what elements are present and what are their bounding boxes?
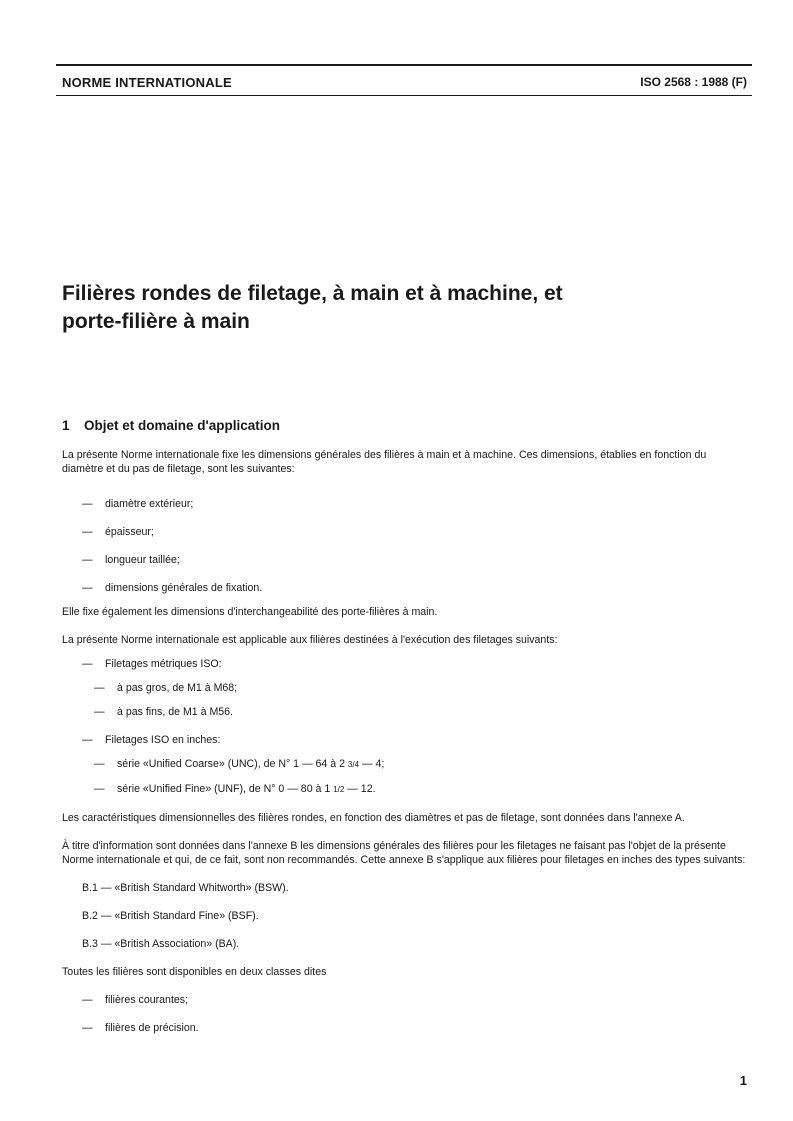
header-document-type: NORME INTERNATIONALE <box>62 75 232 90</box>
list-item: — filières de précision. <box>82 1022 199 1034</box>
annex-b-paragraph: À titre d'information sont données dans l'annexe B les dimensions générales des filières pour les filetages ne faisant pas l'objet de la présente Norme internationale et qui, de ce fait, sont non recommandés. Cette annexe B s'applique aux filières pour filetages en inches des types suivants: <box>62 840 746 866</box>
section-heading <box>62 418 280 433</box>
list-item: — série «Unified Fine» (UNF), de N° 0 — 80 à 1 1/2 — 12. <box>94 783 376 795</box>
interchange-paragraph: Elle fixe également les dimensions d'interchangeabilité des porte-filières à main. <box>62 606 438 618</box>
applicable-paragraph: La présente Norme internationale est applicable aux filières destinées à l'exécution des filetages suivants: <box>62 634 558 646</box>
classes-paragraph: Toutes les filières sont disponibles en deux classes dites <box>62 966 327 978</box>
list-item: — épaisseur; <box>82 526 154 538</box>
list-item: B.2 — «British Standard Fine» (BSF). <box>82 910 259 922</box>
header-bottom-rule <box>56 95 752 96</box>
section-number: 1 <box>62 418 70 433</box>
section-body <box>62 448 750 1049</box>
intro-paragraph: La présente Norme internationale fixe les dimensions générales des filières à main et à machine. Ces dimensions, établies en fonction du diamètre et du pas de filetage, sont les suivantes: <box>62 449 707 475</box>
header-top-rule <box>56 64 752 66</box>
metric-threads-label: — Filetages métriques ISO: <box>82 658 222 670</box>
list-item: — longueur taillée; <box>82 554 180 566</box>
list-item: B.1 — «British Standard Whitworth» (BSW). <box>82 882 289 894</box>
list-item: B.3 — «British Association» (BA). <box>82 938 240 950</box>
list-item: — à pas fins, de M1 à M56. <box>94 706 234 718</box>
list-item: — filières courantes; <box>82 994 189 1006</box>
list-item: — dimensions générales de fixation. <box>82 582 263 594</box>
list-item: — diamètre extérieur; <box>82 498 194 510</box>
header-standard-reference: ISO 2568 : 1988 (F) <box>640 75 747 89</box>
document-title <box>62 280 742 336</box>
section-title: Objet et domaine d'application <box>84 418 280 433</box>
list-item: — série «Unified Coarse» (UNC), de N° 1 — 64 à 2 3/4 — 4; <box>94 758 385 770</box>
title-line-2: porte-filière à main <box>62 310 250 333</box>
annex-a-paragraph: Les caractéristiques dimensionnelles des filières rondes, en fonction des diamètres et pas de filetage, sont données dans l'annexe A. <box>62 812 685 824</box>
list-item: — à pas gros, de M1 à M68; <box>94 682 238 694</box>
inch-threads-label: — Filetages ISO en inches: <box>82 734 221 746</box>
page-number: 1 <box>739 1073 747 1088</box>
title-line-1: Filières rondes de filetage, à main et à machine, et <box>62 282 563 305</box>
